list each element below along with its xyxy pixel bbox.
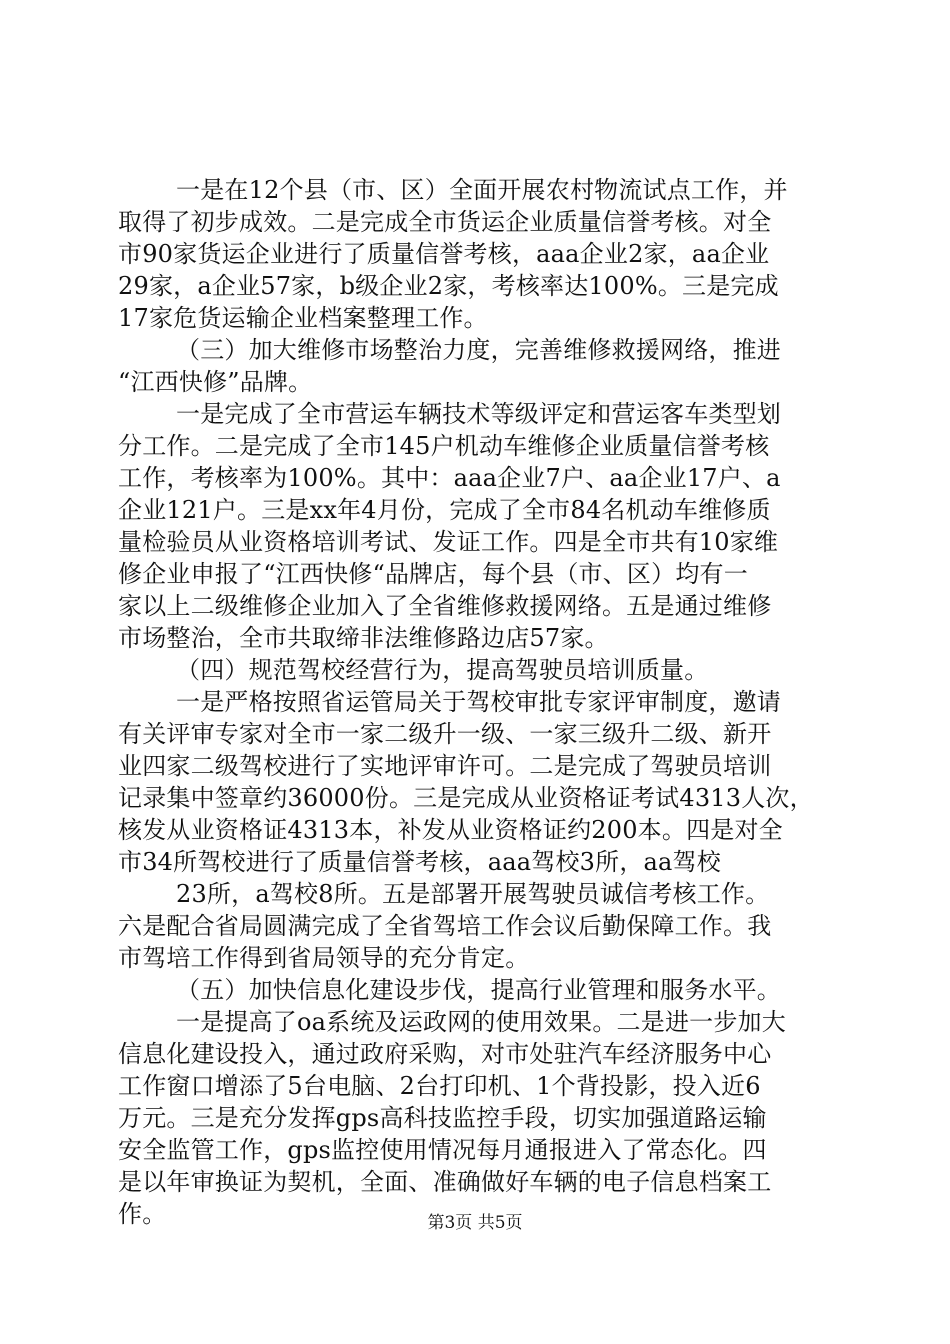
text-line: 是以年审换证为契机，全面、准确做好车辆的电子信息档案工 — [118, 1168, 772, 1196]
text-line: 六是配合省局圆满完成了全省驾培工作会议后勤保障工作。我 — [118, 912, 772, 940]
section-heading: （四）规范驾校经营行为，提高驾驶员培训质量。 — [176, 656, 709, 684]
text-line: 分工作。二是完成了全市145户机动车维修企业质量信誉考核 — [118, 432, 770, 460]
text-line: 业四家二级驾校进行了实地评审许可。二是完成了驾驶员培训 — [118, 752, 772, 780]
text-line: 修企业申报了“江西快修“品牌店，每个县（市、区）均有一 — [118, 560, 748, 588]
section-heading: （三）加大维修市场整治力度，完善维修救援网络，推进 — [176, 336, 781, 364]
text-line: 市场整治，全市共取缔非法维修路边店57家。 — [118, 624, 609, 652]
text-line: 23所，a驾校8所。五是部署开展驾驶员诚信考核工作。 — [176, 880, 770, 908]
text-line: 一是提高了oa系统及运政网的使用效果。二是进一步加大 — [176, 1008, 786, 1036]
text-line: 市90家货运企业进行了质量信誉考核，aaa企业2家，aa企业 — [118, 240, 770, 268]
text-line: 作。 — [118, 1200, 167, 1228]
text-line: 信息化建设投入，通过政府采购，对市处驻汽车经济服务中心 — [118, 1040, 772, 1068]
text-line: 29家，a企业57家，b级企业2家，考核率达100%。三是完成 — [118, 272, 779, 300]
text-line: 安全监管工作，gps监控使用情况每月通报进入了常态化。四 — [118, 1136, 767, 1164]
text-line: 家以上二级维修企业加入了全省维修救援网络。五是通过维修 — [118, 592, 772, 620]
text-line: 市驾培工作得到省局领导的充分肯定。 — [118, 944, 530, 972]
text-line: 企业121户。三是xx年4月份，完成了全市84名机动车维修质 — [118, 496, 771, 524]
text-line: 量检验员从业资格培训考试、发证工作。四是全市共有10家维 — [118, 528, 779, 556]
section-heading-continued: “江西快修”品牌。 — [118, 368, 313, 396]
text-line: 有关评审专家对全市一家二级升一级、一家三级升二级、新开 — [118, 720, 772, 748]
text-line: 取得了初步成效。二是完成全市货运企业质量信誉考核。对全 — [118, 208, 772, 236]
text-line: 工作，考核率为100%。其中：aaa企业7户、aa企业17户、a — [118, 464, 781, 492]
text-line: 工作窗口增添了5台电脑、2台打印机、1个背投影，投入近6 — [118, 1072, 761, 1100]
text-line: 一是在12个县（市、区）全面开展农村物流试点工作，并 — [176, 176, 788, 204]
text-line: 万元。三是充分发挥gps高科技监控手段，切实加强道路运输 — [118, 1104, 767, 1132]
section-heading: （五）加快信息化建设步伐，提高行业管理和服务水平。 — [176, 976, 781, 1004]
text-line: 核发从业资格证4313本，补发从业资格证约200本。四是对全 — [118, 816, 783, 844]
text-line: 一是完成了全市营运车辆技术等级评定和营运客车类型划 — [176, 400, 781, 428]
text-line: 记录集中签章约36000份。三是完成从业资格证考试4313人次， — [118, 784, 814, 812]
text-line: 一是严格按照省运管局关于驾校审批专家评审制度，邀请 — [176, 688, 781, 716]
document-body — [118, 174, 836, 1230]
page-number-footer: 第3页 共5页 — [427, 1213, 523, 1233]
text-line: 市34所驾校进行了质量信誉考核，aaa驾校3所，aa驾校 — [118, 848, 721, 876]
text-line: 17家危货运输企业档案整理工作。 — [118, 304, 488, 332]
